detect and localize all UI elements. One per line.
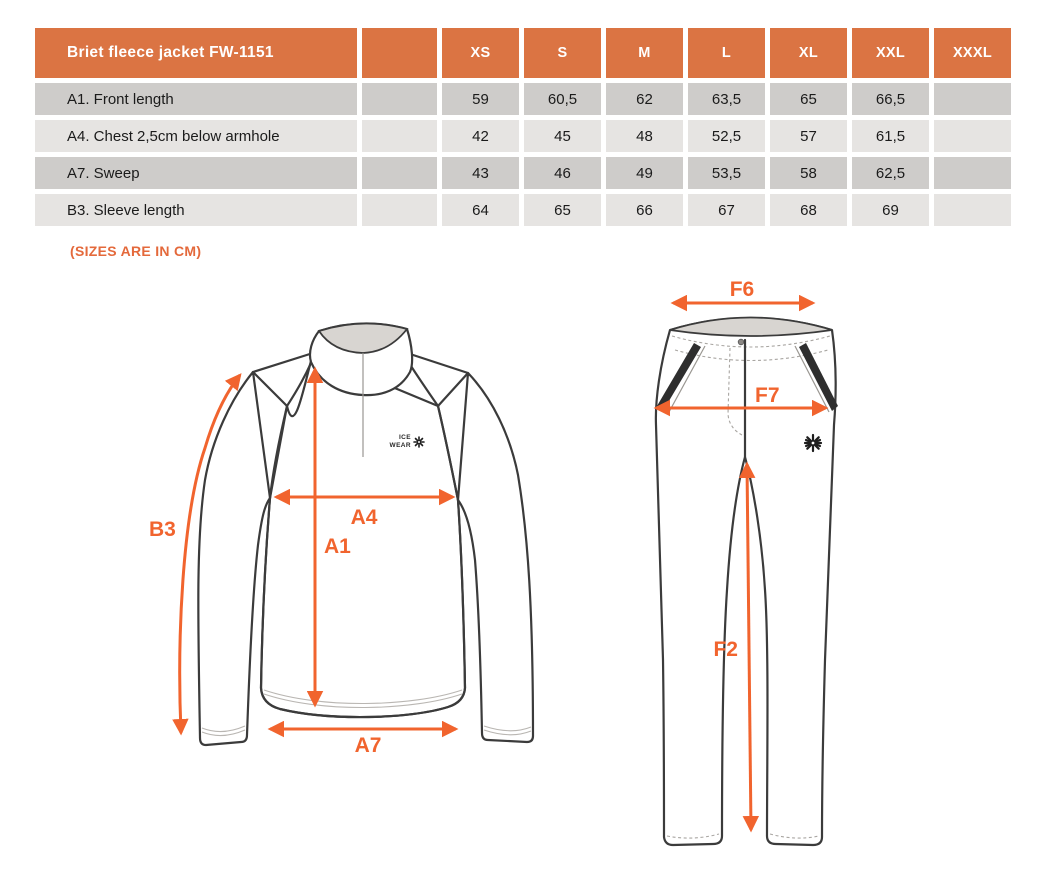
- value-cell: 62,5: [852, 157, 929, 189]
- value-cell: 46: [524, 157, 601, 189]
- measure-label: A7. Sweep: [35, 157, 357, 189]
- value-cell: 58: [770, 157, 847, 189]
- value-cell: 67: [688, 194, 765, 226]
- value-cell: 57: [770, 120, 847, 152]
- size-col-s: S: [524, 28, 601, 78]
- table-row: [35, 120, 1011, 152]
- size-col-xxxl: XXXL: [934, 28, 1011, 78]
- measure-label-a1: A1: [324, 535, 351, 558]
- snowflake-icon: [805, 435, 821, 451]
- value-cell: 66: [606, 194, 683, 226]
- size-col-xl: XL: [770, 28, 847, 78]
- jacket-right-sleeve: [458, 373, 533, 742]
- value-cell: 64: [442, 194, 519, 226]
- f2-arrow: [747, 464, 751, 830]
- value-cell: [934, 157, 1011, 189]
- measure-label-f6: F6: [729, 278, 755, 301]
- value-cell: 69: [852, 194, 929, 226]
- measure-label: B3. Sleeve length: [35, 194, 357, 226]
- logo-text-ice: ICE: [398, 434, 411, 441]
- value-cell: 48: [606, 120, 683, 152]
- measure-label-a7: A7: [354, 734, 382, 757]
- measure-label-b3: B3: [149, 518, 176, 541]
- value-cell: 49: [606, 157, 683, 189]
- value-cell: 53,5: [688, 157, 765, 189]
- value-cell: 61,5: [852, 120, 929, 152]
- product-title: Briet fleece jacket FW-1151: [35, 28, 357, 78]
- value-cell: 65: [524, 194, 601, 226]
- value-cell: 59: [442, 83, 519, 115]
- spacer-cell: [362, 83, 437, 115]
- header-spacer-cell: [362, 28, 437, 78]
- spacer-cell: [362, 194, 437, 226]
- value-cell: 68: [770, 194, 847, 226]
- spacer-cell: [362, 157, 437, 189]
- value-cell: 43: [442, 157, 519, 189]
- value-cell: 66,5: [852, 83, 929, 115]
- logo-text-wear: WEAR: [389, 442, 411, 449]
- value-cell: 52,5: [688, 120, 765, 152]
- value-cell: 62: [606, 83, 683, 115]
- table-row: [35, 194, 1011, 226]
- value-cell: 60,5: [524, 83, 601, 115]
- value-cell: 65: [770, 83, 847, 115]
- jacket-outline: [198, 323, 533, 745]
- measure-label: A1. Front length: [35, 83, 357, 115]
- pants-waist-opening: [670, 318, 832, 337]
- value-cell: 63,5: [688, 83, 765, 115]
- measure-label-f7: F7: [755, 384, 780, 407]
- size-chart-table: [30, 23, 1016, 231]
- size-col-l: L: [688, 28, 765, 78]
- value-cell: [934, 83, 1011, 115]
- sizes-unit-note: (SIZES ARE IN CM): [70, 243, 202, 259]
- jacket-diagram: [120, 280, 600, 780]
- pants-diagram: [610, 270, 870, 880]
- waist-button: [738, 339, 744, 345]
- table-header-row: [35, 28, 1011, 78]
- measure-label-a4: A4: [350, 506, 378, 529]
- table-row: [35, 83, 1011, 115]
- snowflake-icon: [414, 437, 424, 447]
- value-cell: [934, 194, 1011, 226]
- jacket-left-sleeve: [198, 372, 270, 745]
- measure-label-f2: F2: [713, 638, 738, 661]
- table-row: [35, 157, 1011, 189]
- value-cell: [934, 120, 1011, 152]
- spacer-cell: [362, 120, 437, 152]
- size-col-m: M: [606, 28, 683, 78]
- size-col-xxl: XXL: [852, 28, 929, 78]
- value-cell: 45: [524, 120, 601, 152]
- size-col-xs: XS: [442, 28, 519, 78]
- measure-label: A4. Chest 2,5cm below armhole: [35, 120, 357, 152]
- value-cell: 42: [442, 120, 519, 152]
